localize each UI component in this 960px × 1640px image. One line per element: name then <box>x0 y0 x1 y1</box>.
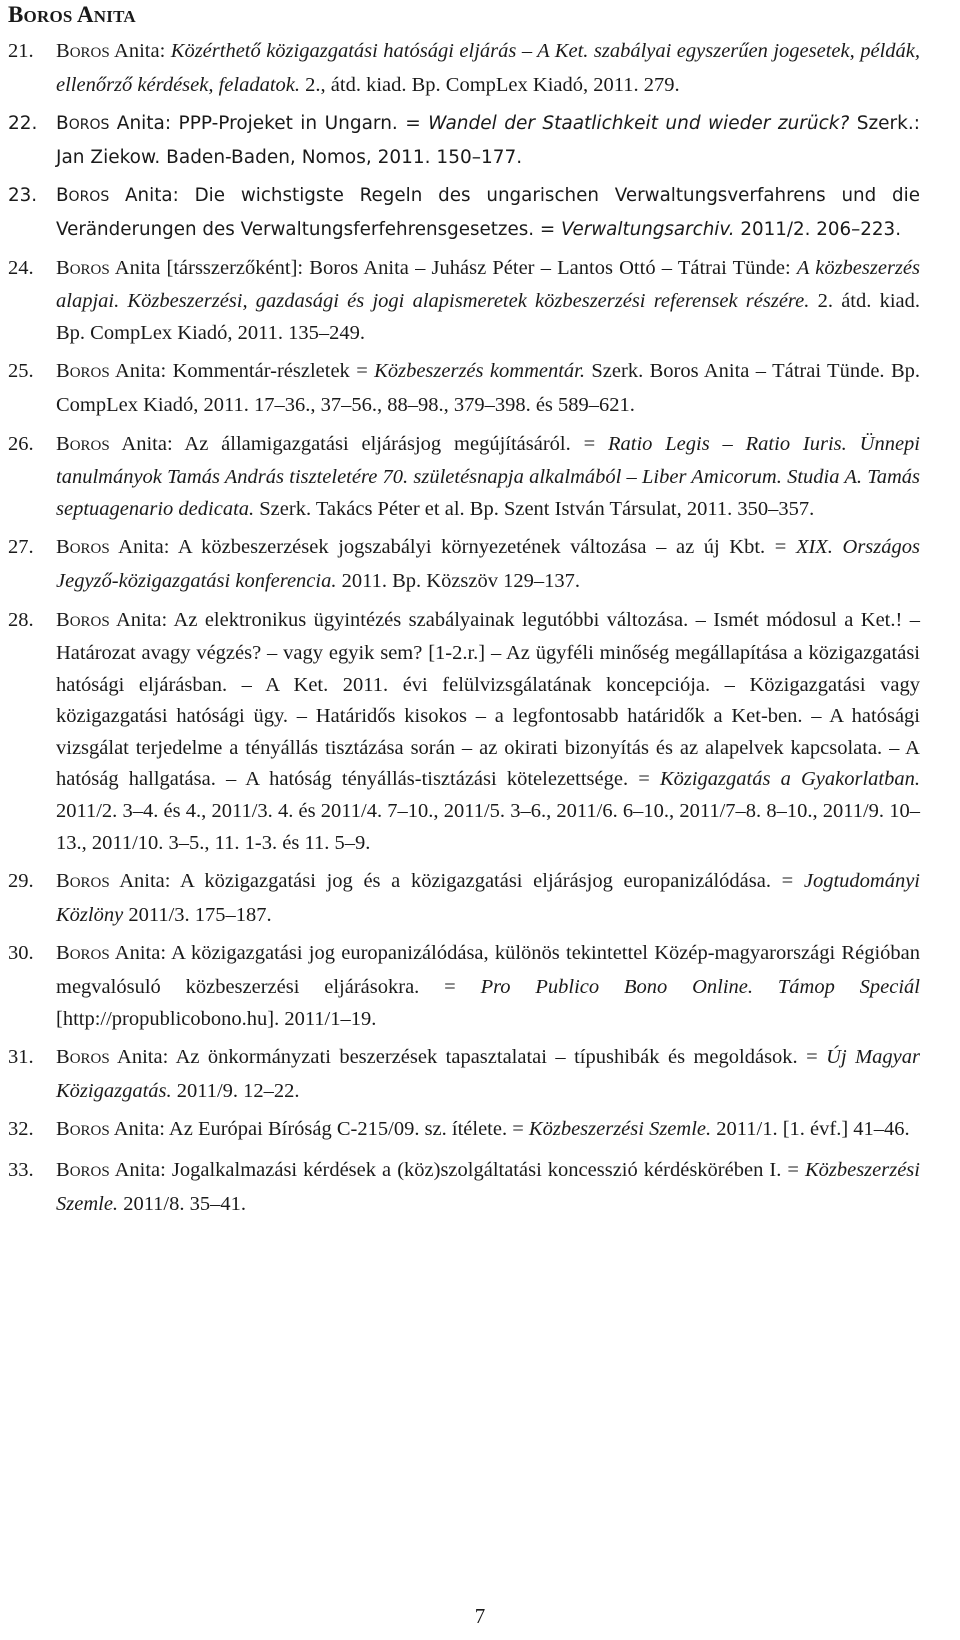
entry-number: 32. <box>8 1118 34 1141</box>
entry-text: 2011/2. 206–223. <box>734 218 902 240</box>
entry-title-italic: A közbeszerzés alapjai. Közbeszerzési, gazdasági és jogi alapismeretek közbeszerzési referensek részére. <box>56 256 920 313</box>
entry-title-italic: Közérthető közigazgatási hatósági eljárás – A Ket. szabályai egyszerűen jogesetek, példák, ellenőrző kérdések, feladatok. <box>56 40 920 96</box>
entry-text: Anita: A közbeszerzések jogszabályi környezetének változása – az új Kbt. = <box>109 536 796 559</box>
entry-author-smallcaps: OROS <box>69 1164 110 1180</box>
entry-author-smallcaps: OROS <box>69 437 110 454</box>
entry-author-smallcaps: OROS <box>68 117 110 134</box>
entry-title-italic: XIX. Országos Jegyző-közigazgatási konferencia. <box>56 536 920 592</box>
entry-author-smallcaps: OROS <box>69 1123 110 1140</box>
entry-number: 26. <box>8 432 34 455</box>
bibliography-entry <box>8 429 920 526</box>
bibliography-entry <box>8 253 920 350</box>
bibliography-entry <box>8 605 920 860</box>
entry-number: 24. <box>8 256 34 279</box>
bibliography-entry <box>8 1114 920 1148</box>
entry-number: 33. <box>8 1159 34 1181</box>
entry-text: 2011/2. 3–4. és 4., 2011/3. 4. és 2011/4. 7–10., 2011/5. 3–6., 2011/6. 6–10., 2011/7–8. 8–10., 2011/9. 10–13., 2011/10. 3–5., 11. 1-3. és 11. 5–9. <box>56 800 920 854</box>
entry-text: Szerk. Takács Péter et al. Bp. Szent István Társulat, 2011. 350–357. <box>254 497 815 520</box>
entry-number: 30. <box>8 942 34 965</box>
entry-title-italic: Közbeszerzés kommentár. <box>374 360 585 383</box>
entry-text: Anita: PPP-Projeket in Ungarn. = <box>109 113 429 135</box>
entry-text: Anita: A közigazgatási jog és a közigazgatási eljárásjog europanizálódása. = <box>109 870 804 893</box>
entry-text: 2011/8. 35–41. <box>118 1192 246 1215</box>
entry-text: B <box>56 536 70 559</box>
entry-text: Anita: Jogalkalmazási kérdések a (köz)szolgáltatási koncesszió kérdéskörében I. = <box>109 1159 805 1181</box>
entry-text: 2011/1. [1. évf.] 41–46. <box>711 1118 910 1141</box>
entry-text: Anita: A közigazgatási jog europanizálódása, különös tekintettel Közép-magyarországi Régióban megvalósuló közbeszerzési eljárásokra. = <box>56 942 920 999</box>
heading-initial-a: A <box>76 2 94 27</box>
entry-number: 23. <box>8 185 38 207</box>
entry-author-smallcaps: OROS <box>69 261 110 278</box>
entry-title-italic: Pro Publico Bono Online. Támop Speciál <box>480 976 921 999</box>
entry-number: 27. <box>8 536 34 559</box>
entry-text: 2011/9. 12–22. <box>171 1079 300 1102</box>
entry-text: 2. átd. kiad. Bp. CompLex Kiadó, 2011. 135–249. <box>56 290 920 344</box>
entry-author-smallcaps: OROS <box>68 189 110 206</box>
entry-author-smallcaps: OROS <box>69 1051 110 1068</box>
entry-text: B <box>56 1046 70 1069</box>
heading-given-rest: NITA <box>93 7 136 26</box>
bibliography-entry <box>8 356 920 421</box>
entry-text: Anita [társszerzőként]: Boros Anita – Juhász Péter – Lantos Ottó – Tátrai Tünde: <box>109 256 797 279</box>
entry-number: 22. <box>8 113 38 135</box>
bibliography-entry <box>8 1042 920 1107</box>
entry-author-smallcaps: OROS <box>69 365 110 382</box>
entry-text: B <box>56 608 70 631</box>
bibliography-entry <box>8 866 920 931</box>
entry-title-italic: Új Magyar Közigazgatás. <box>56 1046 920 1102</box>
bibliography-entry <box>8 1155 920 1220</box>
entry-text: B <box>56 360 70 383</box>
heading-initial-b: B <box>8 2 24 27</box>
entry-author-smallcaps: OROS <box>69 947 110 964</box>
author-heading <box>8 2 136 28</box>
entry-number: 29. <box>8 870 34 893</box>
entry-text: Anita: Az elektronikus ügyintézés szabályainak legutóbbi változása. – Ismét módosul a Ket.! – Határozat avagy végzés? – vagy egyik sem? [1-2.r.] – Az ügyféli minőség megállapítása a közigazgatási hatósági eljárásban. – A Ket. 2011. évi felülvizsgálatának koncepciója. – Közigazgatási vagy közigazgatási hatósági ügy. – Határidős kisokos – a legfontosabb határidők a Ket-ben. – A hatósági vizsgálat terjedelme a tényállás tisztázása során – az okirati bizonyítás és az alapelvek kapcsolata. – A hatóság hallgatása. – A hatóság tényállás-tisztázási kötelezettsége. = <box>56 608 920 791</box>
entry-text: 2011/3. 175–187. <box>123 903 272 926</box>
entry-text: [http://propublicobono.hu]. 2011/1–19. <box>56 1007 377 1030</box>
entry-author-smallcaps: OROS <box>69 541 110 558</box>
entry-text: B <box>56 870 70 893</box>
entry-text: Anita: Az önkormányzati beszerzések tapasztalatai – típushibák és megoldások. = <box>109 1046 827 1069</box>
entry-text: B <box>56 1159 70 1181</box>
entry-text: B <box>56 256 70 279</box>
entry-title-italic: Jogtudományi Közlöny <box>56 870 920 926</box>
entry-title-italic: Közbeszerzési Szemle. <box>528 1118 712 1141</box>
entry-text: B <box>56 432 70 455</box>
entry-text: Anita: Az államigazgatási eljárásjog megújításáról. = <box>109 432 609 455</box>
entry-title-italic: Wandel der Staatlichkeit und wieder zurück? <box>428 113 850 135</box>
entry-text: B <box>56 40 70 62</box>
bibliography-entry <box>8 532 920 597</box>
entry-number: 31. <box>8 1046 34 1069</box>
entry-text: Szerk.: Jan Ziekow. Baden-Baden, Nomos, 2011. 150–177. <box>56 113 920 168</box>
entry-author-smallcaps: OROS <box>69 45 110 61</box>
page-number: 7 <box>474 1604 486 1628</box>
bibliography-list <box>8 36 920 1227</box>
entry-text: B <box>56 113 69 135</box>
entry-text: B <box>56 185 69 207</box>
entry-text: 2011. Bp. Közszöv 129–137. <box>336 569 581 592</box>
entry-text: Anita: Az Európai Bíróság C-215/09. sz. ítélete. = <box>109 1118 529 1141</box>
bibliography-entry <box>8 938 920 1035</box>
entry-title-italic: Közigazgatás a Gyakorlatban. <box>659 768 921 791</box>
entry-text: B <box>56 1118 70 1141</box>
entry-text: Anita: Die wichstigste Regeln des ungarischen Verwaltungsverfahrens und die Veränderungen des Verwaltungsferfehrensgesetzes. = <box>56 185 920 240</box>
entry-text: B <box>56 942 70 965</box>
entry-author-smallcaps: OROS <box>69 875 110 892</box>
entry-number: 21. <box>8 40 34 62</box>
entry-text: 2., átd. kiad. Bp. CompLex Kiadó, 2011. 279. <box>300 73 680 96</box>
bibliography-entry <box>8 108 920 173</box>
heading-surname-rest: OROS <box>23 7 77 26</box>
bibliography-entry <box>8 36 920 101</box>
entry-number: 28. <box>8 608 34 631</box>
entry-author-smallcaps: OROS <box>69 613 110 630</box>
entry-title-italic: Közbeszerzési Szemle. <box>56 1159 920 1215</box>
entry-text: Anita: Kommentár-részletek = <box>109 360 375 383</box>
entry-text: Szerk. Boros Anita – Tátrai Tünde. Bp. CompLex Kiadó, 2011. 17–36., 37–56., 88–98., 379–398. és 589–621. <box>56 360 921 416</box>
entry-title-italic: Verwaltungsarchiv. <box>561 218 735 240</box>
bibliography-entry <box>8 180 920 245</box>
entry-number: 25. <box>8 360 34 383</box>
entry-text: Anita: <box>109 40 171 62</box>
entry-title-italic: Ratio Legis – Ratio Iuris. Ünnepi tanulmányok Tamás András tiszteletére 70. születésnapja alkalmából – Liber Amicorum. Studia A. Tamás septuagenario dedicata. <box>56 432 920 520</box>
